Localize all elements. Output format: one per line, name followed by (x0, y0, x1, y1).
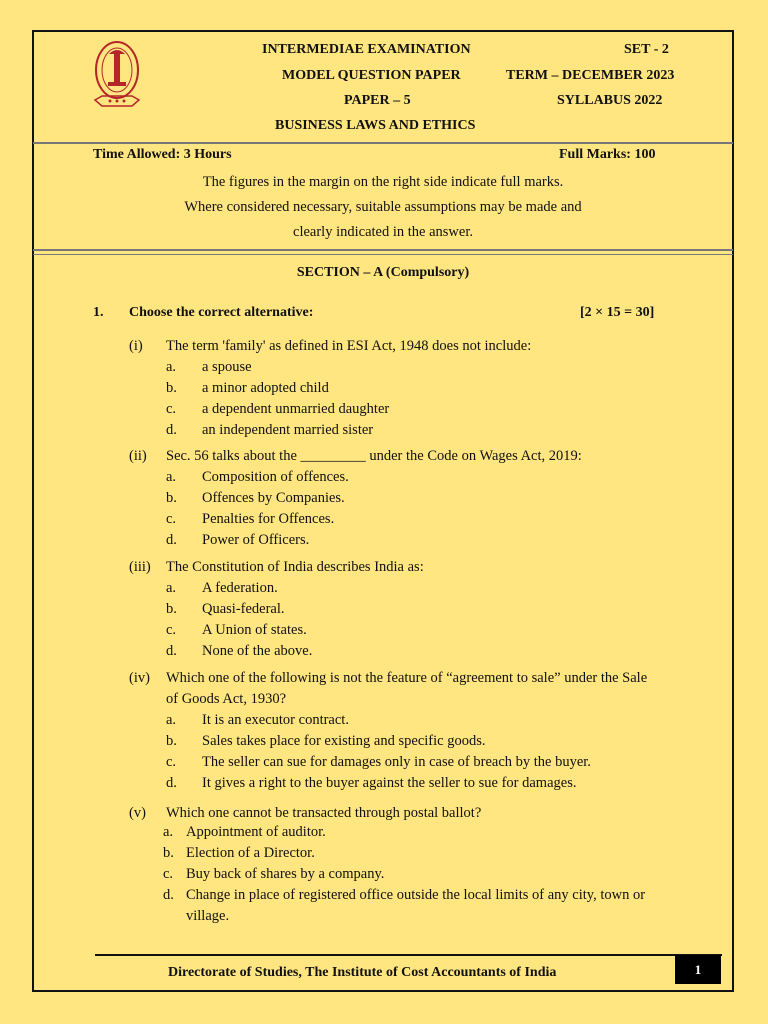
option-letter: b. (166, 490, 177, 506)
option-letter: a. (166, 712, 177, 728)
option-text: an independent married sister (202, 422, 374, 438)
option-text: Election of a Director. (186, 845, 315, 861)
sub-question-text: Which one cannot be transacted through postal ballot? (166, 805, 482, 821)
sub-question-text: Sec. 56 talks about the _________ under the Code on Wages Act, 2019: (166, 448, 582, 464)
institute-seal-icon (92, 38, 142, 114)
question-marks: [2 × 15 = 30] (580, 305, 655, 320)
option-text: Offences by Companies. (202, 490, 345, 506)
option-letter: c. (163, 866, 174, 882)
sub-question-number: (iii) (129, 559, 151, 575)
option-text: Quasi-federal. (202, 601, 285, 617)
header-divider (33, 142, 733, 144)
paper-type: MODEL QUESTION PAPER (282, 68, 461, 83)
option-text: It gives a right to the buyer against the seller to sue for damages. (202, 775, 577, 791)
sub-question-number: (v) (129, 805, 146, 821)
option-letter: d. (166, 643, 177, 659)
option-letter: b. (166, 601, 177, 617)
option-text: Composition of offences. (202, 469, 349, 485)
term-label: TERM – DECEMBER 2023 (506, 68, 675, 83)
option-text: A Union of states. (202, 622, 307, 638)
option-letter: a. (166, 580, 177, 596)
option-letter: c. (166, 754, 177, 770)
option-letter: c. (166, 401, 177, 417)
option-text: It is an executor contract. (202, 712, 349, 728)
sub-question-text: The Constitution of India describes India as: (166, 559, 424, 575)
option-text: a dependent unmarried daughter (202, 401, 390, 417)
instruction-line: The figures in the margin on the right side indicate full marks. (202, 174, 564, 190)
instruction-line: Where considered necessary, suitable assumptions may be made and (184, 199, 582, 215)
option-letter: d. (166, 532, 177, 548)
option-text: Buy back of shares by a company. (186, 866, 385, 882)
question-number: 1. (93, 305, 104, 320)
full-marks: Full Marks: 100 (559, 147, 656, 162)
option-text: Penalties for Offences. (202, 511, 335, 527)
sub-question-number: (ii) (129, 448, 147, 464)
option-letter: c. (166, 511, 177, 527)
option-text: Sales takes place for existing and specific goods. (202, 733, 486, 749)
section-title: SECTION – A (Compulsory) (296, 265, 470, 280)
page-number: 1 (675, 955, 721, 984)
option-letter: a. (166, 359, 177, 375)
meta-divider (33, 254, 733, 255)
option-text: Power of Officers. (202, 532, 310, 548)
option-text: a minor adopted child (202, 380, 329, 396)
option-text: a spouse (202, 359, 252, 375)
sub-question-text: The term 'family' as defined in ESI Act, 1948 does not include: (166, 338, 532, 354)
option-text: A federation. (202, 580, 278, 596)
option-text: Appointment of auditor. (186, 824, 326, 840)
option-letter: a. (163, 824, 174, 840)
subject-title: BUSINESS LAWS AND ETHICS (275, 118, 476, 133)
option-letter: c. (166, 622, 177, 638)
sub-question-number: (i) (129, 338, 143, 354)
option-letter: d. (163, 887, 174, 903)
time-allowed: Time Allowed: 3 Hours (93, 147, 232, 162)
option-letter: b. (166, 380, 177, 396)
syllabus-label: SYLLABUS 2022 (557, 93, 663, 108)
question-text: Choose the correct alternative: (129, 305, 314, 320)
instruction-line: clearly indicated in the answer. (293, 224, 473, 240)
option-text: Change in place of registered office outside the local limits of any city, town or (186, 887, 646, 903)
sub-question-text: of Goods Act, 1930? (166, 691, 287, 707)
paper-number: PAPER – 5 (344, 93, 411, 108)
option-letter: a. (166, 469, 177, 485)
option-text: None of the above. (202, 643, 313, 659)
option-letter: b. (166, 733, 177, 749)
option-text-continued: village. (186, 908, 230, 924)
footer-divider (95, 954, 722, 956)
exam-title: INTERMEDIAE EXAMINATION (262, 42, 471, 57)
sub-question-text: Which one of the following is not the feature of “agreement to sale” under the Sale (166, 670, 648, 686)
footer-text: Directorate of Studies, The Institute of Cost Accountants of India (168, 965, 557, 980)
option-letter: d. (166, 775, 177, 791)
option-letter: d. (166, 422, 177, 438)
set-label: SET - 2 (624, 42, 669, 57)
meta-divider (33, 249, 733, 251)
option-text: The seller can sue for damages only in case of breach by the buyer. (202, 754, 591, 770)
sub-question-number: (iv) (129, 670, 150, 686)
option-letter: b. (163, 845, 174, 861)
